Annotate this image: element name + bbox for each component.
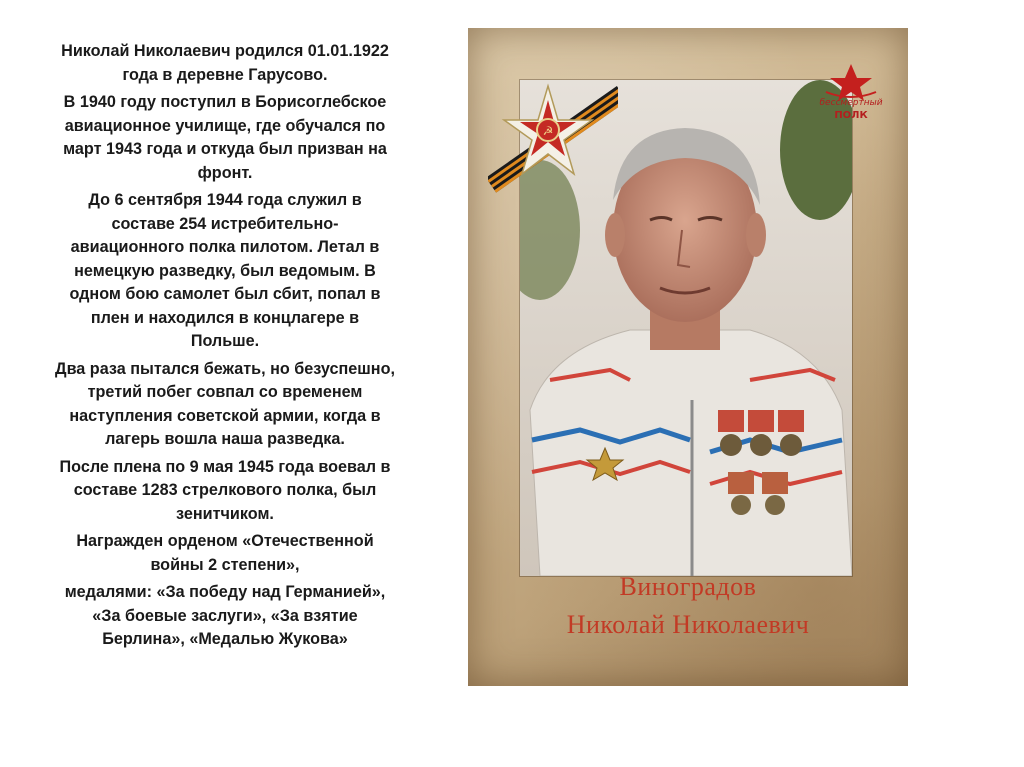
soldier-surname: Виноградов: [619, 572, 757, 601]
immortal-regiment-logo: [806, 62, 896, 132]
bio-paragraph-order: Награжден орденом «Отечественной войны 2 степени»,: [76, 532, 374, 574]
bio-paragraph-medals: медалями: «За победу над Германией», «За боевые заслуги», «За взятие Берлина», «Медалью Жукова»: [64, 583, 386, 648]
immortal-regiment-star-icon: [806, 62, 896, 102]
bio-paragraph-birth: Николай Николаевич родился 01.01.1922 года в деревне Гарусово.: [61, 42, 389, 84]
logo-text-regiment: ПОЛК: [834, 110, 868, 121]
memorial-card: [468, 28, 908, 686]
biography-text: [55, 40, 395, 656]
order-patriotic-war-icon: [488, 78, 618, 208]
logo-text-immortal: бессмертный: [819, 98, 883, 108]
bio-paragraph-escape: Два раза пытался бежать, но безуспешно, третий побег совпал со временем наступления советской армии, когда в лагерь вошла наша разведка.: [55, 359, 395, 448]
bio-paragraph-service: До 6 сентября 1944 года служил в составе 254 истребительно-авиационного полка пилотом. Летал в немецкую разведку, был ведомым. В одном бою самолет был сбит, попал в плен и находился в концлагере в Польше.: [69, 191, 381, 350]
svg-text:☭: ☭: [542, 124, 554, 138]
soldier-given-names: Николай Николаевич: [566, 610, 810, 639]
bio-paragraph-education: В 1940 году поступил в Борисоглебское авиационное училище, где обучался по март 1943 года и откуда был призван на фронт.: [63, 93, 387, 182]
bio-paragraph-after-captivity: После плена по 9 мая 1945 года воевал в составе 1283 стрелкового полка, был зенитчиком.: [59, 457, 391, 523]
